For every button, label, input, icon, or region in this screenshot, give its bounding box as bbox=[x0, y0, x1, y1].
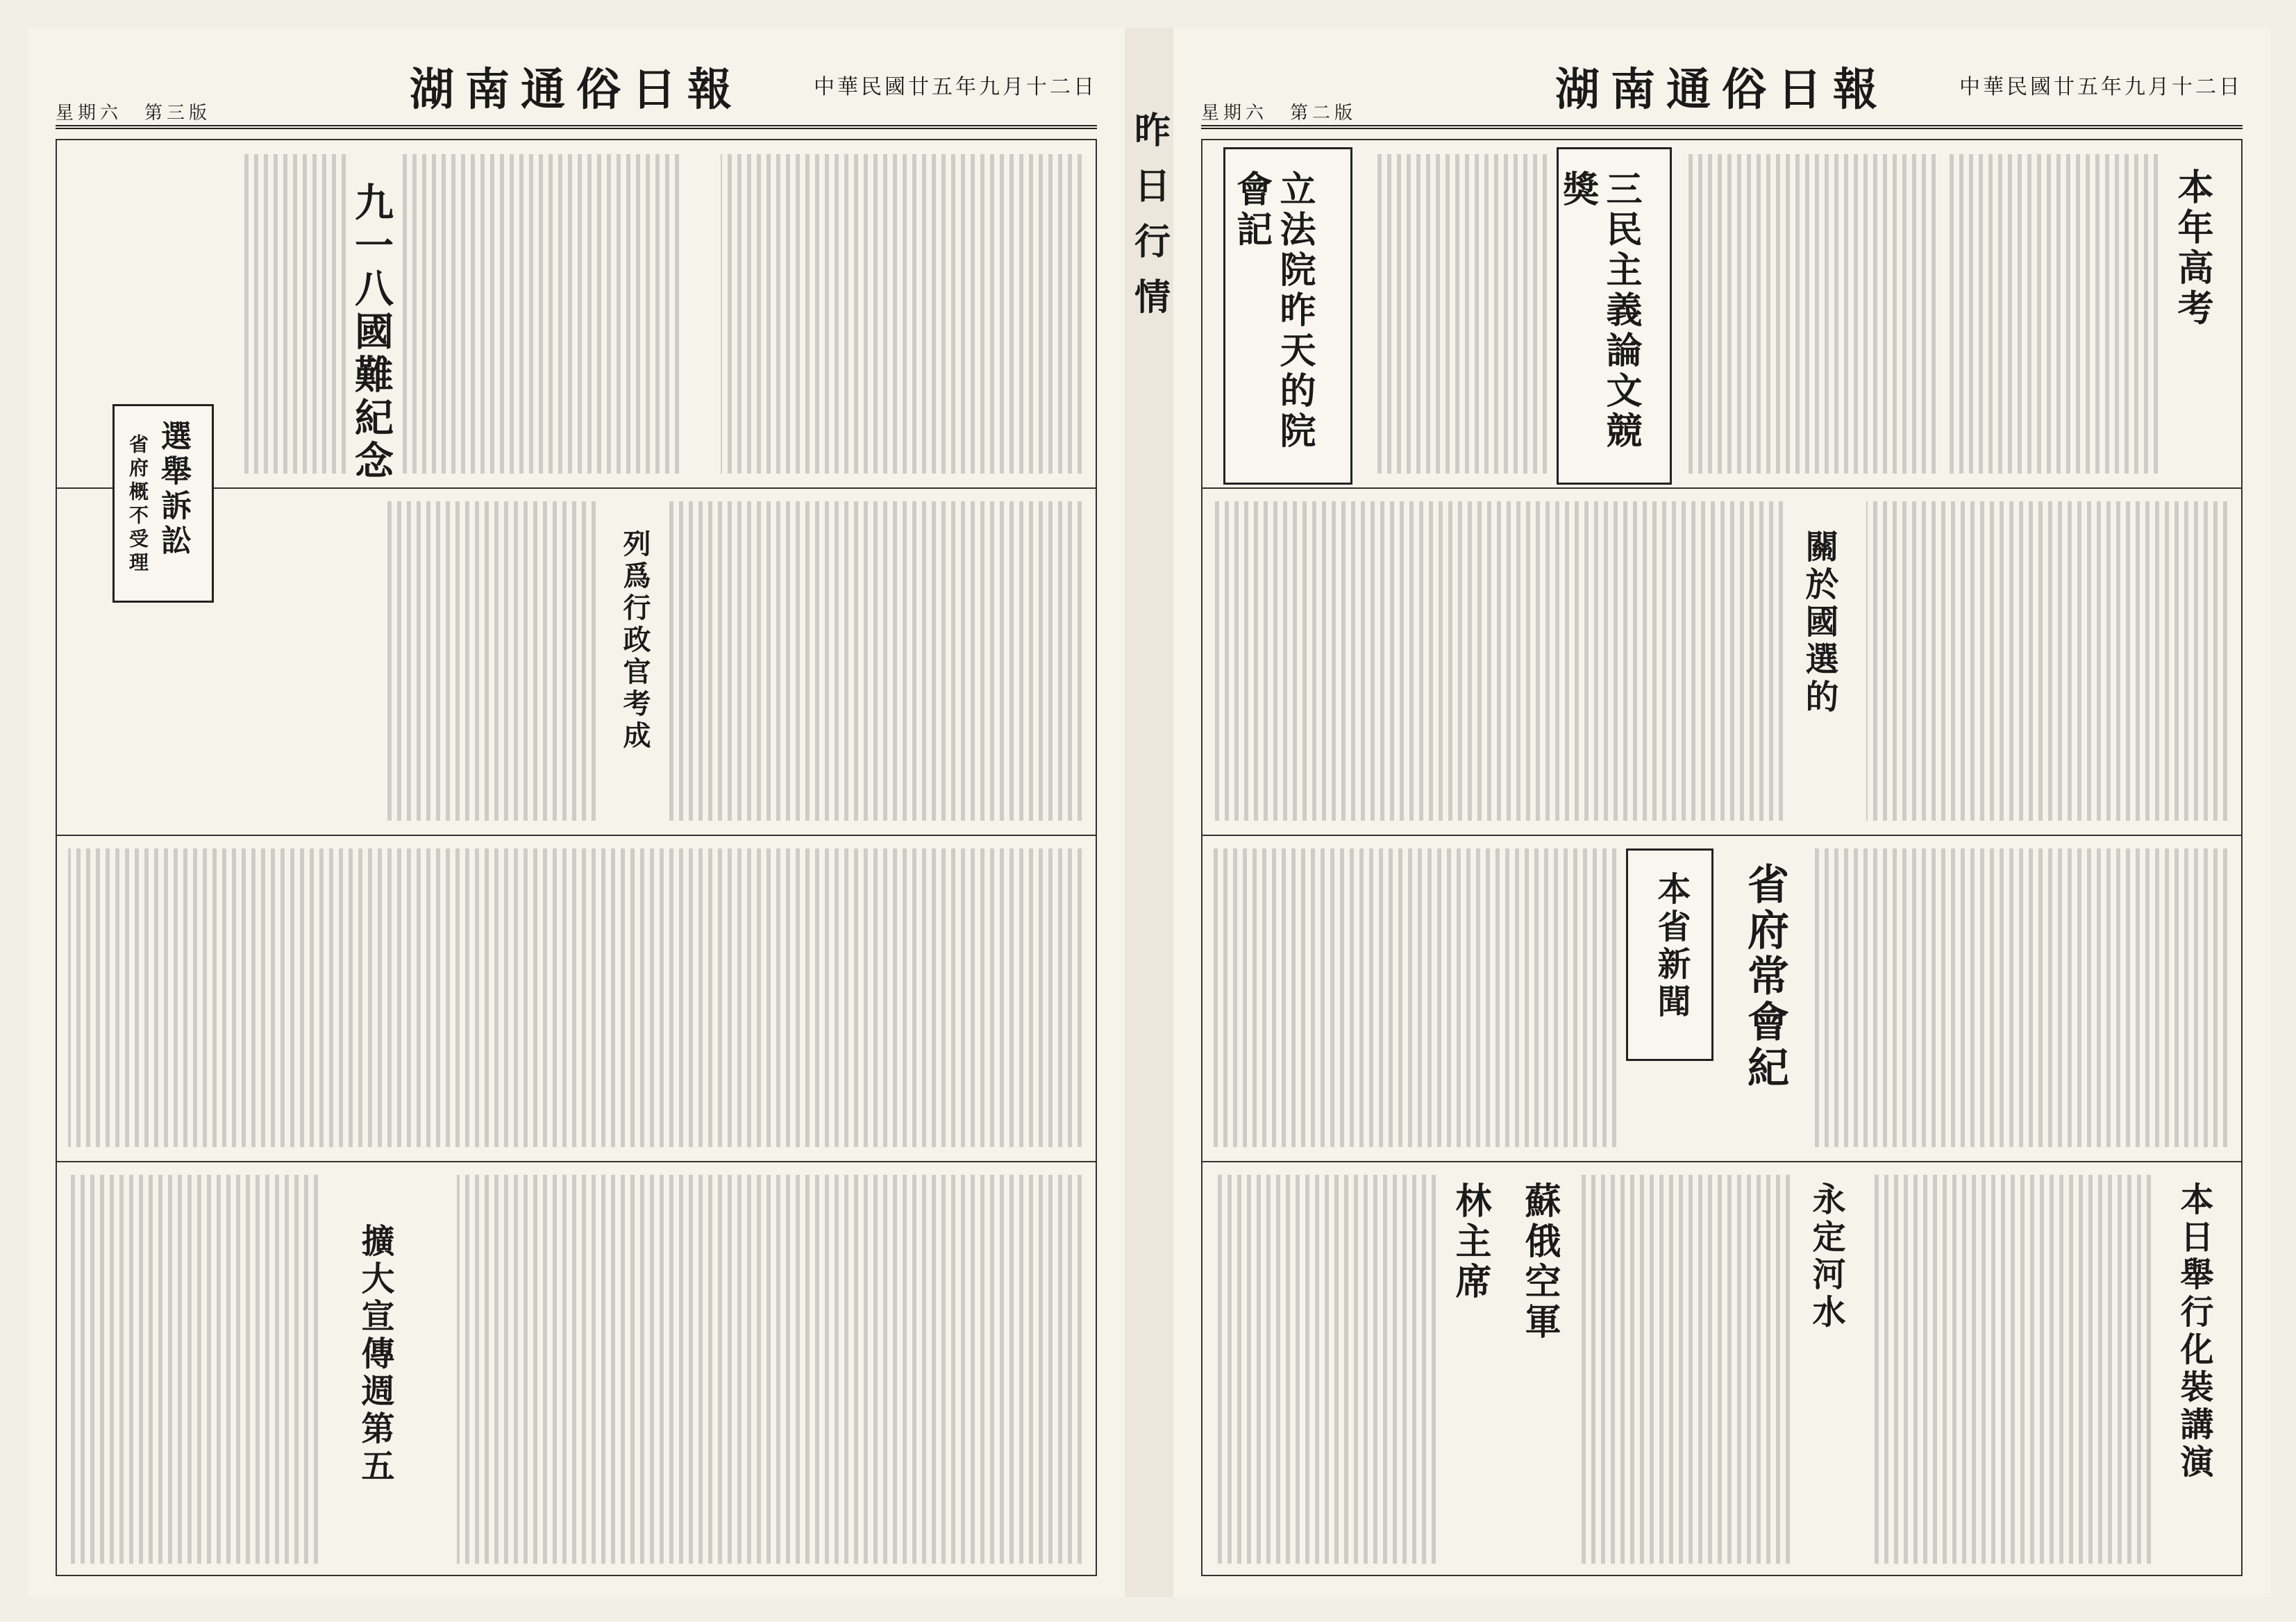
provincial-meeting-headline: 省府常會紀 bbox=[1741, 862, 1789, 1092]
center-gutter bbox=[1125, 28, 1173, 1597]
text-block bbox=[457, 1175, 1082, 1564]
left-date: 中華民國廿五年九月十二日 bbox=[814, 75, 1097, 99]
text-block bbox=[1582, 1175, 1790, 1564]
text-block bbox=[1214, 848, 1616, 1147]
text-block bbox=[1866, 501, 2227, 821]
provincial-news-label: 本省新聞 bbox=[1652, 871, 1691, 1021]
divider bbox=[57, 1161, 1096, 1162]
text-block bbox=[721, 154, 1082, 474]
left-masthead: 湖南通俗日報 bbox=[410, 64, 743, 116]
election-headline: 選舉訴訟 bbox=[156, 420, 191, 559]
left-page-label: 星期六 第三版 bbox=[56, 103, 212, 124]
text-block bbox=[1373, 154, 1547, 474]
text-block bbox=[68, 1175, 318, 1564]
divider bbox=[1203, 1161, 2241, 1162]
right-header bbox=[1201, 49, 2243, 129]
legislative-box bbox=[1223, 147, 1352, 485]
memorial-headline: 九一八國難紀念 bbox=[349, 182, 394, 483]
right-masthead: 湖南通俗日報 bbox=[1555, 64, 1888, 116]
text-block bbox=[1214, 501, 1783, 821]
text-block bbox=[1214, 1175, 1436, 1564]
text-block bbox=[401, 154, 679, 474]
exam-headline: 本年高考 bbox=[2171, 168, 2213, 329]
divider bbox=[1203, 835, 2241, 836]
right-page-label: 星期六 第二版 bbox=[1201, 103, 1357, 124]
right-body bbox=[1201, 139, 2243, 1576]
national-election-headline: 關於國選的 bbox=[1800, 529, 1838, 717]
divider bbox=[57, 835, 1096, 836]
legislative-headline: 立法院昨天的院會記 bbox=[1230, 170, 1316, 452]
sanmin-headline: 三民主義論文競獎 bbox=[1556, 170, 1642, 452]
sanmin-box bbox=[1557, 147, 1672, 485]
text-block bbox=[387, 501, 596, 821]
promotion-headline: 擴大宣傳週第五 bbox=[355, 1223, 394, 1486]
lin-headline: 林主席 bbox=[1449, 1182, 1491, 1303]
water-headline: 永定河水 bbox=[1807, 1182, 1845, 1332]
left-header bbox=[56, 49, 1097, 129]
election-box bbox=[112, 404, 214, 603]
soviet-headline: 蘇俄空軍 bbox=[1518, 1182, 1561, 1343]
left-body bbox=[56, 139, 1097, 1576]
election-subhead: 省府概不受理 bbox=[126, 434, 149, 576]
text-block bbox=[665, 501, 1082, 821]
market-section-title: 昨日行情 bbox=[1128, 111, 1171, 333]
movement-headline: 列爲行政官考成 bbox=[619, 529, 651, 753]
text-block bbox=[242, 154, 346, 474]
left-page bbox=[28, 28, 1125, 1597]
text-block bbox=[68, 848, 1082, 1147]
right-page bbox=[1173, 28, 2270, 1597]
right-date: 中華民國廿五年九月十二日 bbox=[1959, 75, 2243, 99]
text-block bbox=[1873, 1175, 2151, 1564]
text-block bbox=[1811, 848, 2227, 1147]
provincial-news-box bbox=[1626, 848, 1713, 1061]
divider bbox=[1203, 487, 2241, 489]
text-block bbox=[1950, 154, 2158, 474]
text-block bbox=[1686, 154, 1936, 474]
air-defense-headline: 本日舉行化裝講演 bbox=[2175, 1182, 2213, 1482]
